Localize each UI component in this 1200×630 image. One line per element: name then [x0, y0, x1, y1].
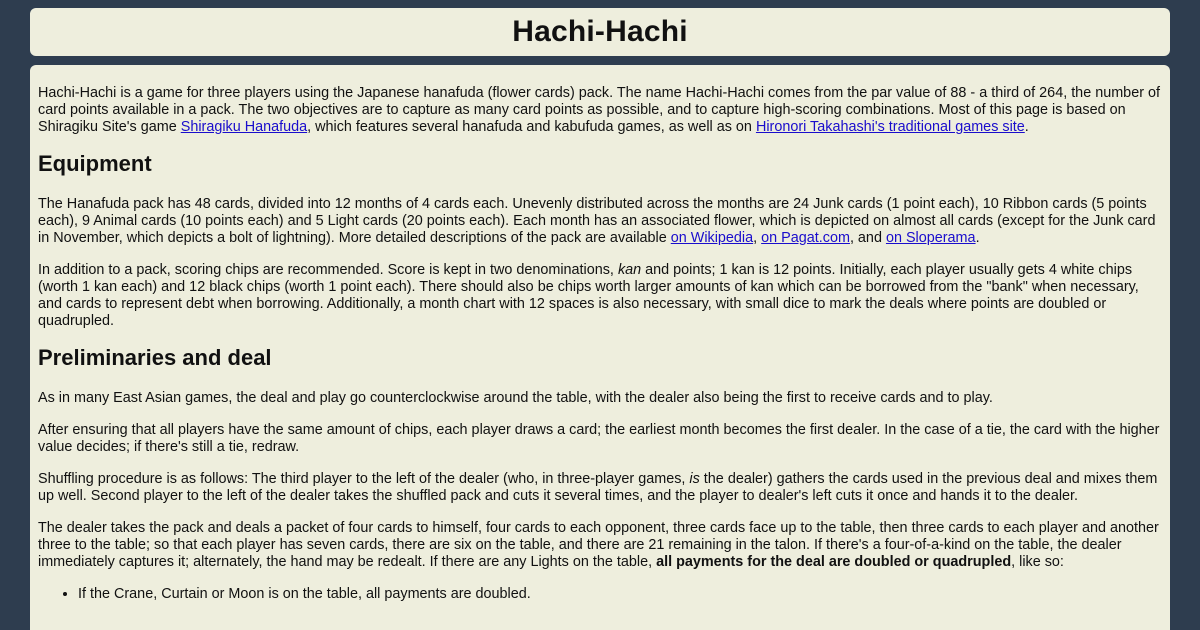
lights-payment-list — [38, 586, 1162, 603]
doubled-payments-strong: all payments for the deal are doubled or quadrupled — [656, 554, 1012, 570]
intro-text-3: . — [1024, 119, 1029, 135]
intro-paragraph — [38, 85, 1162, 136]
preliminaries-paragraph-2: After ensuring that all players have the same amount of chips, each player draws a card; the earliest month becomes the first dealer. In the case of a tie, the card with the higher value decides; if there's still a tie, redraw. — [38, 422, 1160, 455]
takahashi-site-link[interactable]: Hironori Takahashi's traditional games site — [755, 119, 1025, 135]
preliminaries-heading: Preliminaries and deal — [38, 345, 272, 370]
preliminaries-p4-text-1: The dealer takes the pack and deals a packet of four cards to himself, four cards to each opponent, three cards face up to the table, then three cards to each player and another three to the table; so that each player has seven cards, there are six on the table, and there are 21 remaining in the talon. If there's a four-of-a-kind on the table, the dealer immediately captures it; alternately, the hand may be redealt. If there are any Lights on the table, — [38, 520, 1159, 570]
article-body[interactable] — [30, 65, 1170, 630]
preliminaries-paragraph-1: As in many East Asian games, the deal and play go counterclockwise around the table, with the dealer also being the first to receive cards and to play. — [38, 390, 993, 406]
shiragiku-hanafuda-link[interactable]: Shiragiku Hanafuda — [180, 119, 308, 135]
equipment-p1-text-3: , and — [849, 230, 886, 246]
equipment-p2-text-1: In addition to a pack, scoring chips are recommended. Score is kept in two denominations, — [38, 262, 618, 278]
equipment-heading: Equipment — [38, 151, 152, 176]
preliminaries-p3-text-2: the dealer) gathers the cards used in the previous deal and mixes them up well. Second player to the left of the dealer takes the shuffled pack and cuts it several times, and the player to dealer's left cuts it once and hands it to the dealer. — [38, 471, 1158, 504]
equipment-p2-text-2: and points; 1 kan is 12 points. Initially, each player usually gets 4 white chips (worth 1 kan each) and 12 black chips (worth 1 point each). There should also be chips worth larger amounts of kan which can be borrowed from the "bank" when necessary, and cards to represent debt when borrowing. Additionally, a month chart with 12 spaces is also necessary, with small dice to mark the deals where points are doubled or quadrupled. — [38, 262, 1139, 329]
pagat-link[interactable]: on Pagat.com — [761, 230, 850, 246]
preliminaries-paragraph-3 — [38, 471, 1162, 505]
page-title: Hachi-Hachi — [512, 15, 688, 48]
equipment-p1-text-1: The Hanafuda pack has 48 cards, divided into 12 months of 4 cards each. Unevenly distributed across the months are 24 Junk cards (1 point each), 10 Ribbon cards (5 points each), 9 Animal cards (10 points each) and 5 Light cards (20 points each). Each month has an associated flower, which is depicted on almost all cards (except for the Junk card in November, which depicts a bolt of lightning). More detailed descriptions of the pack are available — [38, 196, 1156, 246]
wikipedia-link[interactable]: on Wikipedia — [670, 230, 754, 246]
preliminaries-p4-text-2: , like so: — [1011, 554, 1064, 570]
equipment-paragraph-1 — [38, 196, 1162, 247]
kan-term: kan — [617, 262, 642, 278]
intro-text-2: , which features several hanafuda and kabufuda games, as well as on — [307, 119, 756, 135]
intro-text-1: Hachi-Hachi is a game for three players using the Japanese hanafuda (flower cards) pack. The name Hachi-Hachi comes from the par value of 88 - a third of 264, the number of card points available in a pack. The two objectives are to capture as many card points as possible, and to capture high-scoring combinations. Most of this page is based on Shiragiku Site's game — [38, 85, 1160, 135]
equipment-p1-text-2: , — [753, 230, 762, 246]
equipment-p1-text-4: . — [975, 230, 980, 246]
list-item: • If the Crane, Curtain or Moon is on the table, all payments are doubled. — [78, 586, 1162, 603]
preliminaries-paragraph-4 — [38, 520, 1162, 571]
preliminaries-p3-text-1: Shuffling procedure is as follows: The third player to the left of the dealer (who, in three-player games, — [38, 471, 690, 487]
sloperama-link[interactable]: on Sloperama — [885, 230, 976, 246]
equipment-paragraph-2 — [38, 262, 1162, 330]
is-emphasis: is — [689, 471, 700, 487]
header-bar — [30, 8, 1170, 56]
